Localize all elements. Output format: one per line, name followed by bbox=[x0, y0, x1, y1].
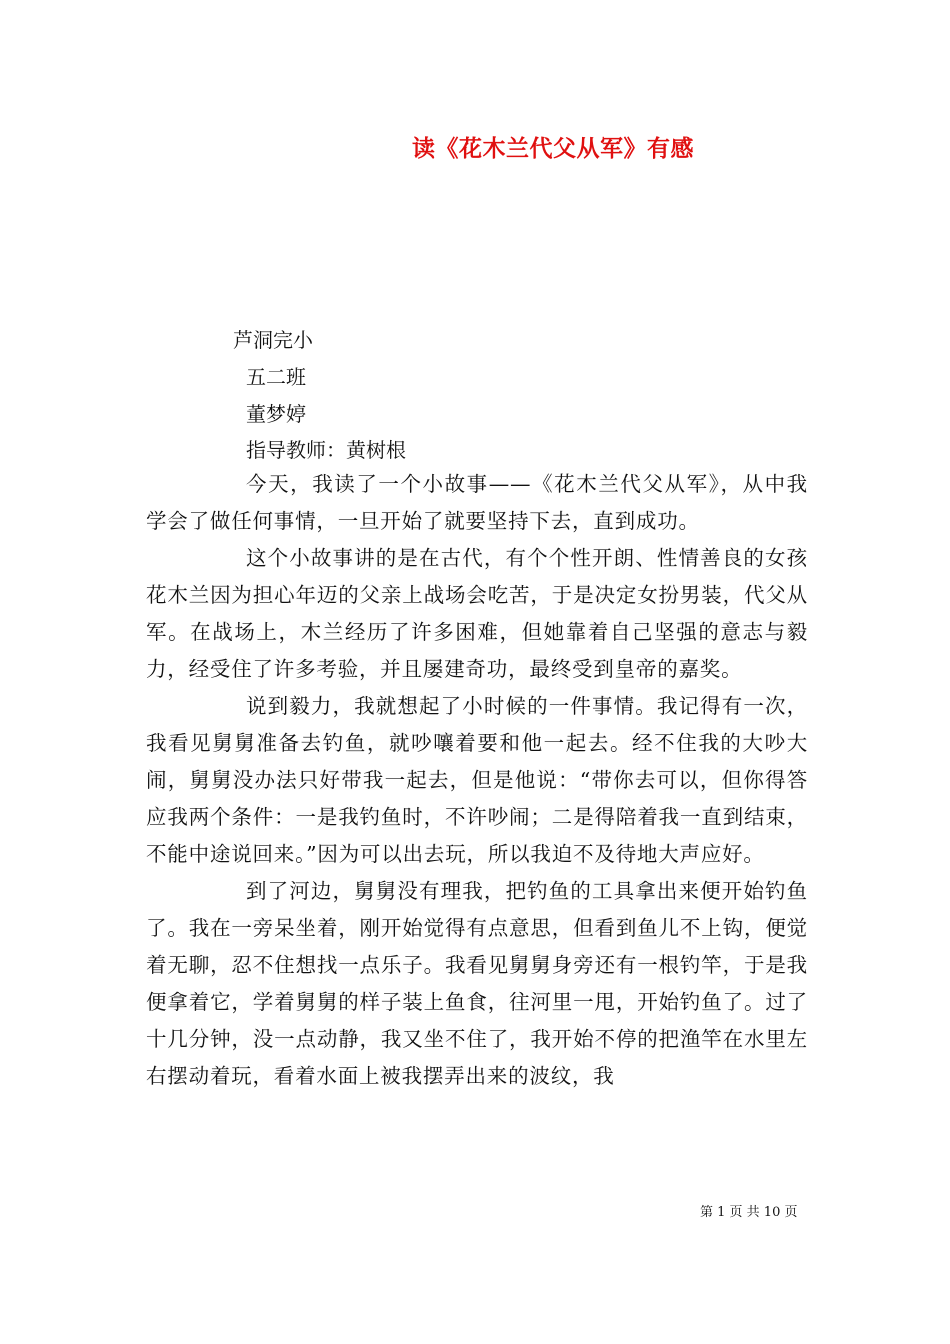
page-number: 第 1 页 共 10 页 bbox=[700, 1205, 798, 1220]
document-title: 读《花木兰代父从军》有感 bbox=[412, 135, 694, 162]
essay-body bbox=[146, 466, 808, 1095]
paragraph-3: 说到毅力，我就想起了小时候的一件事情。我记得有一次，我看见舅舅准备去钓鱼，就吵嚷着要和他一起去。经不住我的大吵大闹，舅舅没办法只好带我一起去，但是他说：“带你去可以，但你得答应我两个条件：一是我钓鱼时，不许吵闹；二是得陪着我一直到结束，不能中途说回来。”因为可以出去玩，所以我迫不及待地大声应好。 bbox=[146, 694, 808, 866]
class-name: 五二班 bbox=[246, 365, 306, 389]
paragraph-1: 今天，我读了一个小故事——《花木兰代父从军》，从中我学会了做任何事情，一旦开始了就要坚持下去，直到成功。 bbox=[146, 472, 808, 533]
author-name: 董梦婷 bbox=[246, 402, 306, 426]
paragraph-4: 到了河边，舅舅没有理我，把钓鱼的工具拿出来便开始钓鱼了。我在一旁呆坐着，刚开始觉得有点意思，但看到鱼儿不上钩，便觉着无聊，忍不住想找一点乐子。我看见舅舅身旁还有一根钓竿，于是我便拿着它，学着舅舅的样子装上鱼食，往河里一甩，开始钓鱼了。过了十几分钟，没一点动静，我又坐不住了，我开始不停的把渔竿在水里左右摆动着玩，看着水面上被我摆弄出来的波纹，我 bbox=[146, 879, 808, 1088]
teacher-line: 指导教师：黄树根 bbox=[246, 438, 406, 462]
school-name: 芦洞完小 bbox=[233, 328, 313, 352]
paragraph-2: 这个小故事讲的是在古代，有个个性开朗、性情善良的女孩花木兰因为担心年迈的父亲上战场会吃苦，于是决定女扮男装，代父从军。在战场上，木兰经历了许多困难，但她靠着自己坚强的意志与毅力，经受住了许多考验，并且屡建奇功，最终受到皇帝的嘉奖。 bbox=[146, 546, 808, 681]
